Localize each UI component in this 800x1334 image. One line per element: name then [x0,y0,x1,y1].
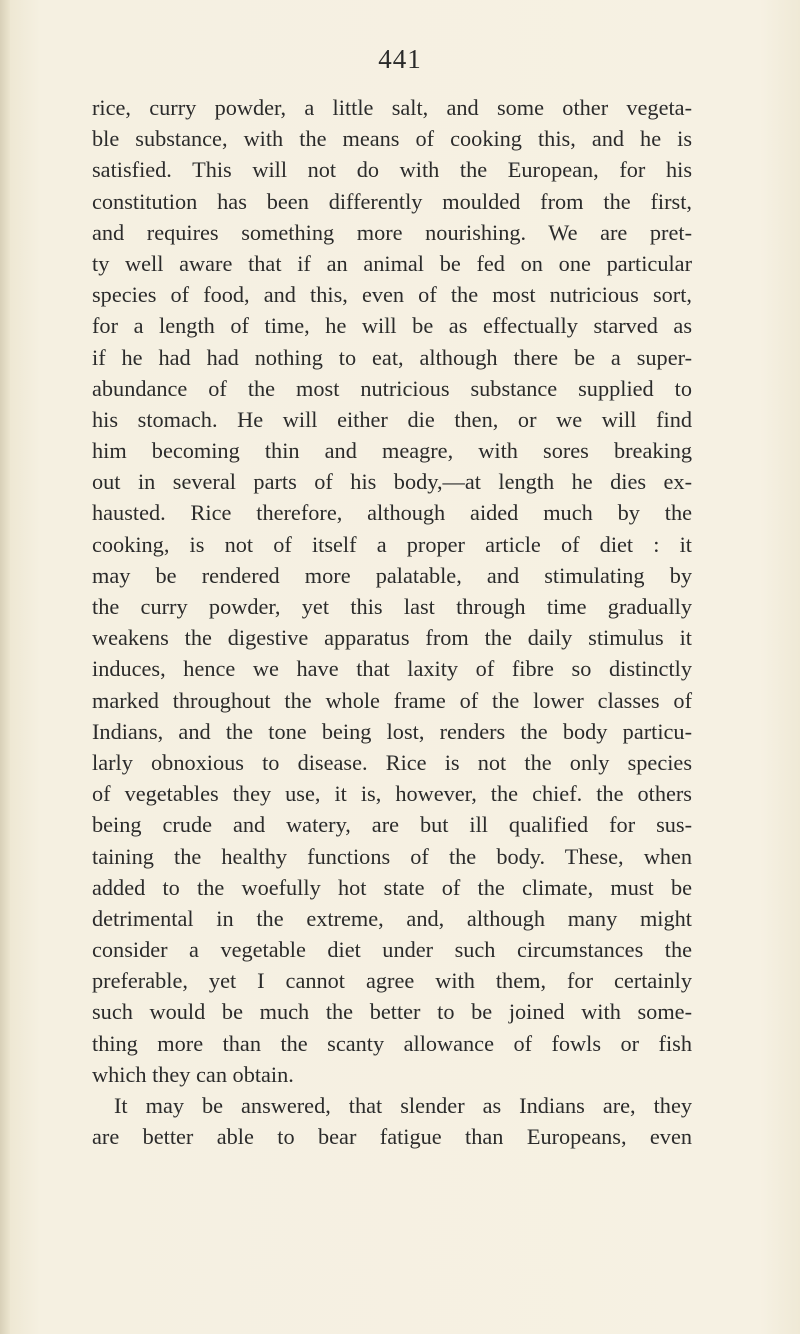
text-line: preferable, yet I cannot agree with them, for certainly [92,968,692,994]
text-line: of vegetables they use, it is, however, the chief. the others [92,781,692,807]
text-line: satisfied. This will not do with the European, for his [92,157,692,183]
text-line: thing more than the scanty allowance of fowls or fish [92,1030,692,1056]
text-line: induces, hence we have that laxity of fibre so distinctly [92,656,692,682]
text-line: consider a vegetable diet under such circumstances the [92,937,692,963]
text-line: added to the woefully hot state of the climate, must be [92,874,692,900]
text-line: being crude and watery, are but ill qualified for sus- [92,812,692,838]
text-line: detrimental in the extreme, and, although many might [92,905,692,931]
text-line: taining the healthy functions of the body. These, when [92,843,692,869]
text-line: species of food, and this, even of the most nutricious sort, [92,282,692,308]
page-binding-edge [0,0,10,1334]
text-line: his stomach. He will either die then, or we will find [92,406,692,432]
text-line: ble substance, with the means of cooking this, and he is [92,126,692,152]
text-line: may be rendered more palatable, and stimulating by [92,562,692,588]
text-line: and requires something more nourishing. We are pret- [92,219,692,245]
text-line: constitution has been differently moulded from the first, [92,188,692,214]
page-body-text [92,92,692,1152]
page-number: 441 [378,44,422,74]
text-line: rice, curry powder, a little salt, and some other vegeta- [92,95,692,120]
text-line: larly obnoxious to disease. Rice is not the only species [92,749,692,775]
text-line: if he had had nothing to eat, although there be a super- [92,344,692,370]
text-line: ty well aware that if an animal be fed on one particular [92,250,692,276]
text-line: such would be much the better to be joined with some- [92,999,692,1025]
text-line: out in several parts of his body,—at length he dies ex- [92,469,692,495]
text-line: the curry powder, yet this last through time gradually [92,594,692,619]
text-line: Indians, and the tone being lost, renders the body particu- [92,718,692,744]
text-line: marked throughout the whole frame of the lower classes of [92,687,692,713]
text-line: are better able to bear fatigue than Europeans, even [92,1124,692,1150]
text-line: It may be answered, that slender as Indians are, they [114,1093,692,1118]
text-line: him becoming thin and meagre, with sores breaking [92,438,692,464]
text-line: hausted. Rice therefore, although aided much by the [92,500,692,526]
text-line: which they can obtain. [92,1061,294,1087]
text-line: for a length of time, he will be as effectually starved as [92,313,692,339]
text-line: cooking, is not of itself a proper article of diet : it [92,531,692,557]
text-line: abundance of the most nutricious substance supplied to [92,375,692,401]
text-line: weakens the digestive apparatus from the daily stimulus it [92,625,692,651]
